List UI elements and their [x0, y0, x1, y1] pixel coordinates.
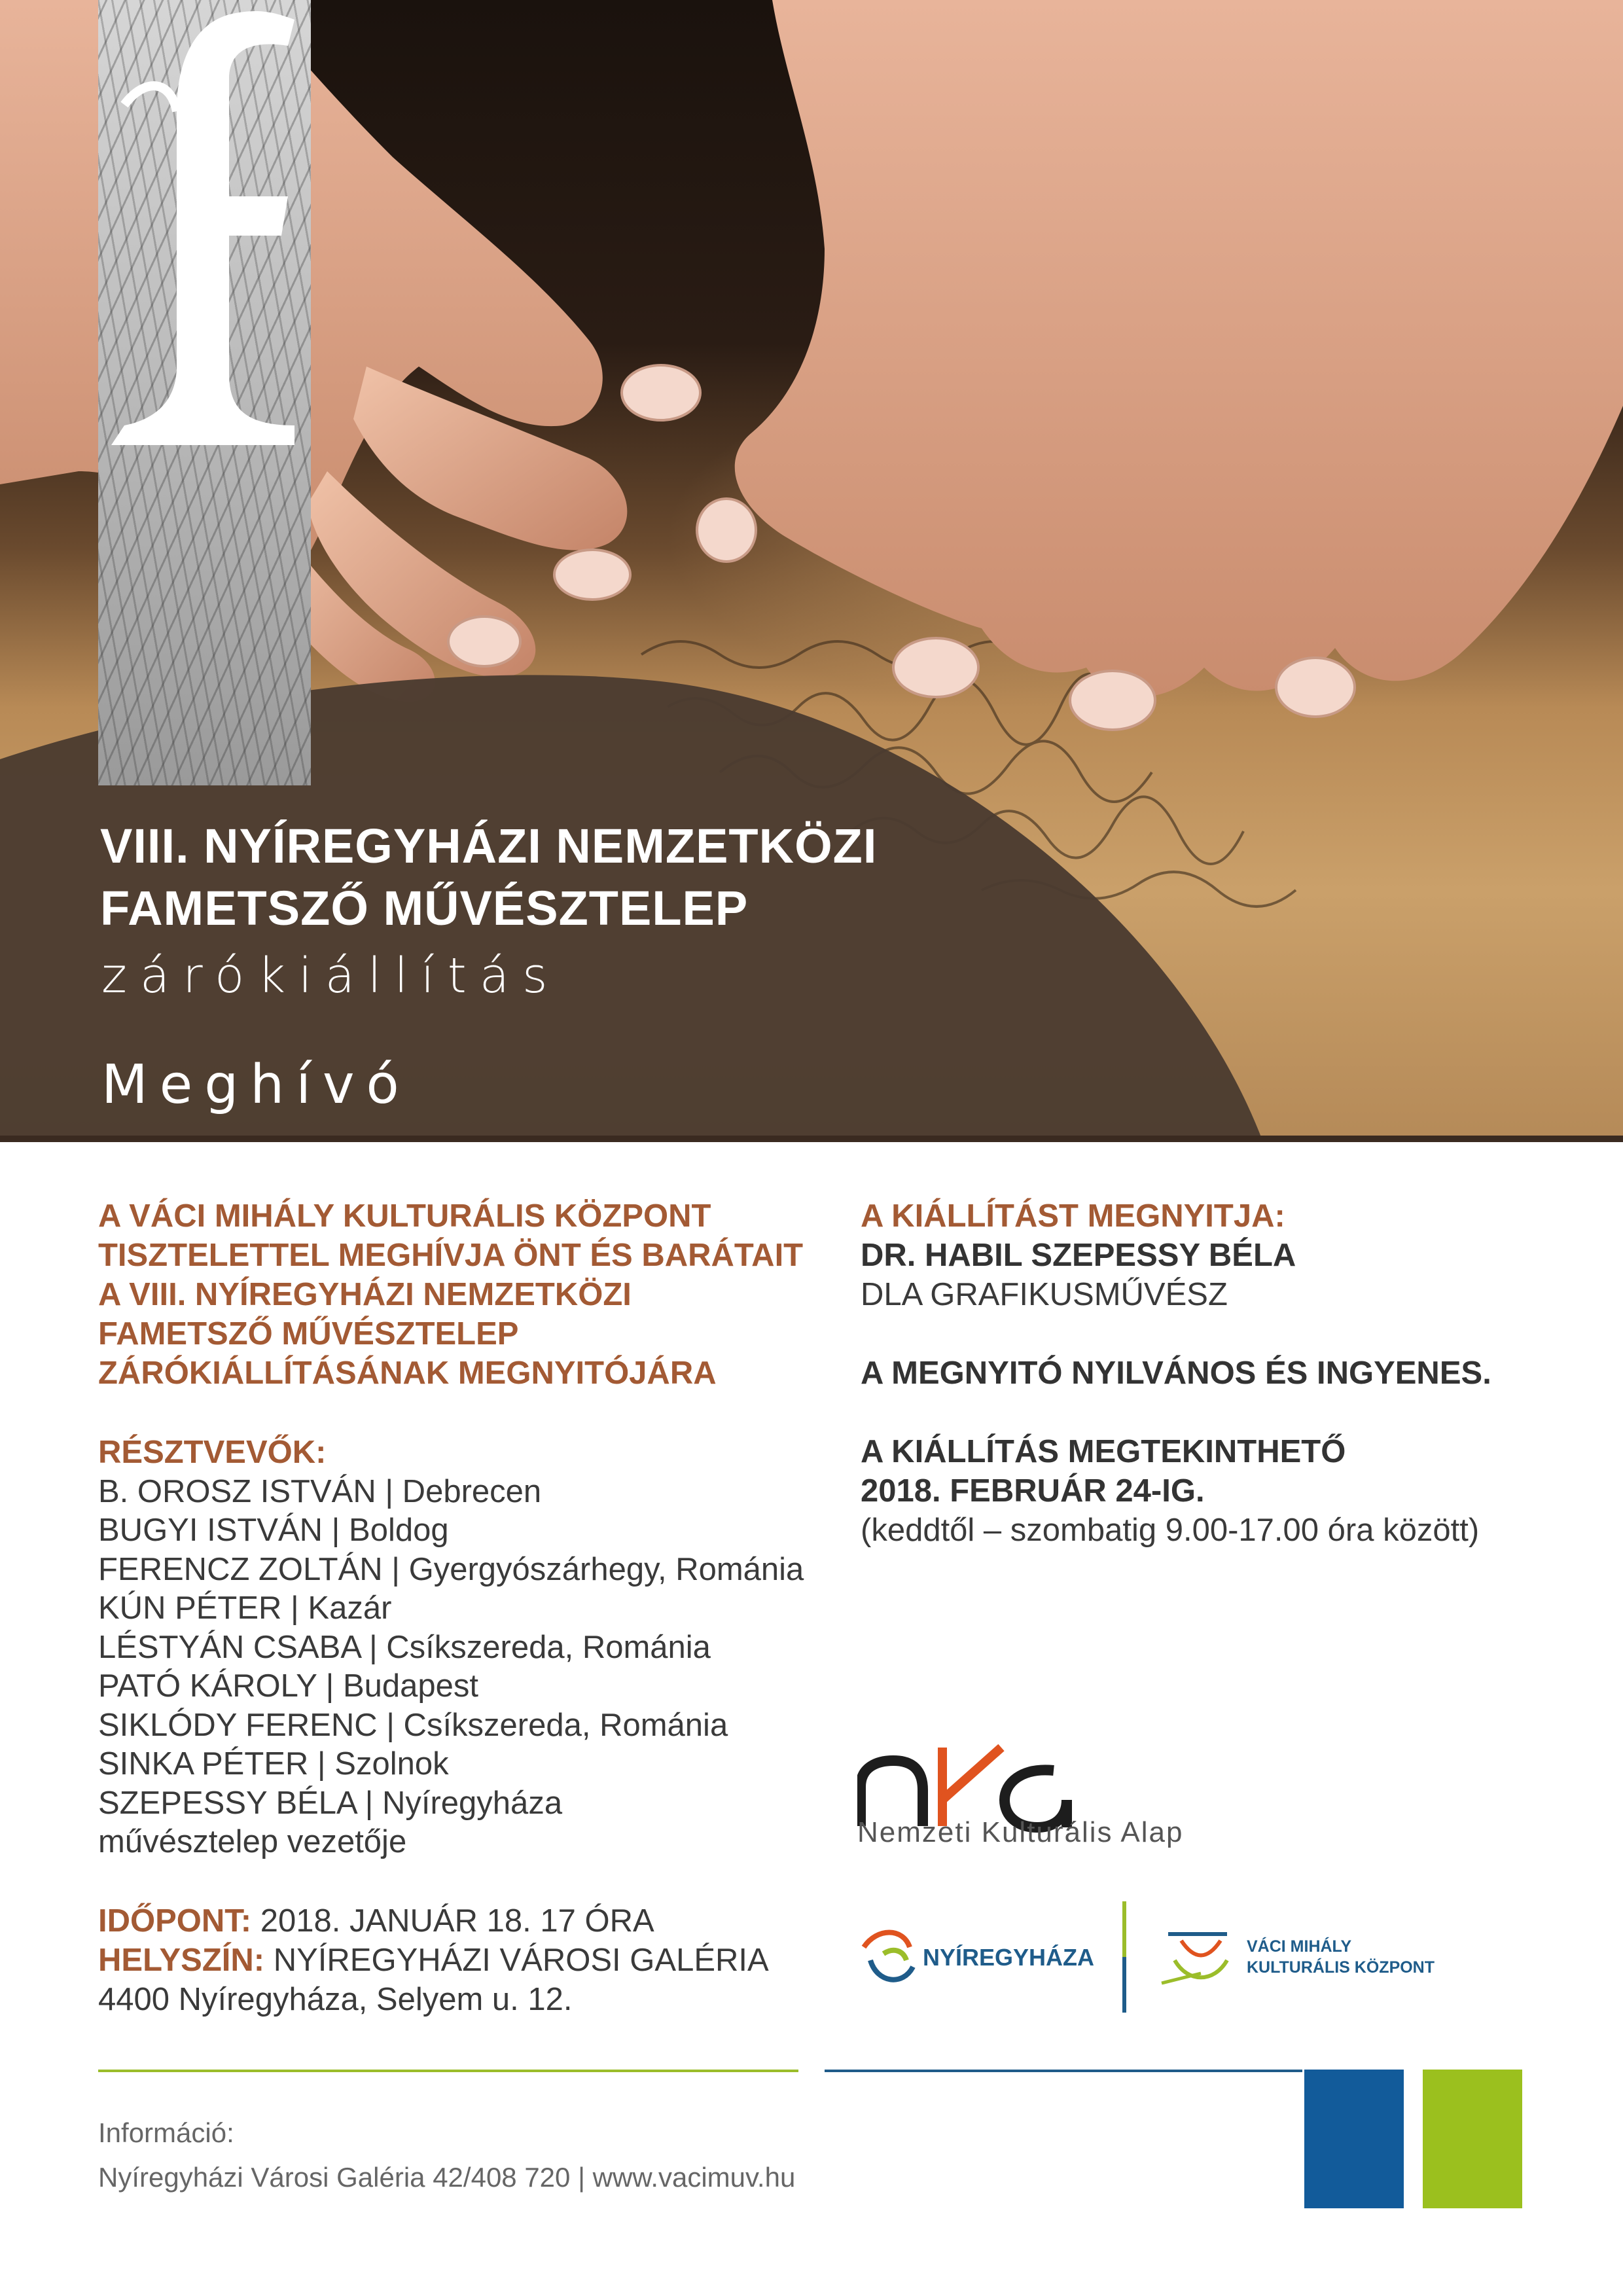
participant-row: B. OROSZ ISTVÁN | Debrecen [98, 1473, 542, 1509]
participant-row: KÚN PÉTER | Kazár [98, 1590, 392, 1626]
nka-name: Nemzeti Kulturális Alap [857, 1816, 1184, 1848]
vmk-line-1: VÁCI MIHÁLY [1247, 1937, 1352, 1956]
participant-row: SIKLÓDY FERENC | Csíkszereda, Románia [98, 1707, 728, 1743]
intro-line: TISZTELETTEL MEGHÍVJA ÖNT ÉS BARÁTAIT [98, 1238, 804, 1273]
participant-row: művésztelep vezetője [98, 1824, 407, 1859]
footer-divider-green [98, 2070, 798, 2072]
banner-ribbon [98, 0, 311, 785]
opening-speaker-role: DLA GRAFIKUSMŰVÉSZ [861, 1277, 1228, 1312]
decor-block-green [1423, 2070, 1522, 2208]
event-title [100, 815, 877, 939]
place-value: NYÍREGYHÁZI VÁROSI GALÉRIA [264, 1943, 769, 1978]
footer-label: Információ: [98, 2117, 234, 2148]
footer-contact: Nyíregyházi Városi Galéria 42/408 720 | www.vacimuv.hu [98, 2162, 796, 2193]
participants-list [98, 1433, 804, 1862]
time-label: IDŐPONT: [98, 1903, 252, 1939]
time-value: 2018. JANUÁR 18. 17 ÓRA [251, 1903, 654, 1939]
place-label: HELYSZÍN: [98, 1943, 265, 1978]
free-entry-note: A MEGNYITÓ NYILVÁNOS ÉS INGYENES. [861, 1355, 1491, 1391]
intro-line: FAMETSZŐ MŰVÉSZTELEP [98, 1316, 519, 1352]
event-time [98, 1901, 769, 1941]
participant-row: BUGYI ISTVÁN | Boldog [98, 1513, 449, 1548]
intro-text [98, 1196, 851, 1393]
opening-heading: A KIÁLLÍTÁST MEGNYITJA: [861, 1198, 1285, 1234]
vmk-line-2: KULTURÁLIS KÖZPONT [1247, 1958, 1435, 1977]
vmk-logo-text [1247, 1936, 1435, 1978]
nyiregyhaza-logo-text: NYÍREGYHÁZA [923, 1944, 1095, 1971]
decor-block-blue [1304, 2070, 1404, 2208]
hero-photo [0, 0, 1623, 1142]
participants-heading: RÉSZTVEVŐK: [98, 1435, 327, 1470]
event-details [98, 1901, 769, 2019]
intro-line: A VÁCI MIHÁLY KULTURÁLIS KÖZPONT [98, 1198, 711, 1234]
intro-line: ZÁRÓKIÁLLÍTÁSÁNAK MEGNYITÓJÁRA [98, 1355, 717, 1391]
footer-divider-blue [825, 2070, 1302, 2072]
blackletter-f-icon [98, 0, 298, 445]
footer-info [98, 2111, 795, 2200]
event-address: 4400 Nyíregyháza, Selyem u. 12. [98, 1982, 573, 2017]
viewing-line-2: 2018. FEBRUÁR 24-IG. [861, 1473, 1205, 1509]
viewing-line-1: A KIÁLLÍTÁS MEGTEKINTHETŐ [861, 1434, 1346, 1469]
participant-row: SINKA PÉTER | Szolnok [98, 1746, 449, 1782]
intro-line: A VIII. NYÍREGYHÁZI NEMZETKÖZI [98, 1277, 632, 1312]
vmk-logo-icon [1155, 1921, 1247, 1993]
participant-row: PATÓ KÁROLY | Budapest [98, 1668, 479, 1704]
opening-details [861, 1196, 1491, 1550]
participant-row: LÉSTYÁN CSABA | Csíkszereda, Románia [98, 1629, 711, 1665]
invitation-label: Meghívó [101, 1054, 411, 1116]
participant-row: SZEPESSY BÉLA | Nyíregyháza [98, 1785, 563, 1821]
title-line-1: VIII. NYÍREGYHÁZI NEMZETKÖZI [100, 819, 878, 873]
event-subtitle: zárókiállítás [101, 948, 561, 1004]
opening-speaker: DR. HABIL SZEPESSY BÉLA [861, 1238, 1296, 1273]
event-place [98, 1941, 769, 1980]
logo-divider [1122, 1901, 1126, 2013]
opening-hours: (keddtől – szombatig 9.00-17.00 óra között) [861, 1513, 1480, 1548]
participant-row: FERENCZ ZOLTÁN | Gyergyószárhegy, Románia [98, 1551, 804, 1587]
title-line-2: FAMETSZŐ MŰVÉSZTELEP [100, 881, 749, 935]
